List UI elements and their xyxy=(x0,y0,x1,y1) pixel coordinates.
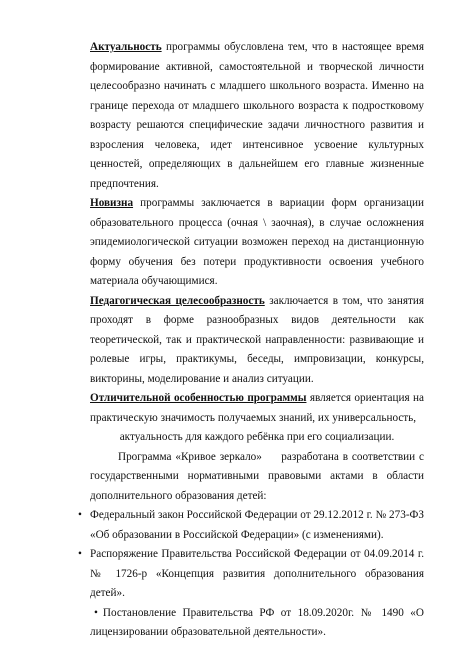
paragraph-program xyxy=(90,448,427,507)
paragraph-pedagogical xyxy=(90,292,424,390)
bullet-icon: • xyxy=(94,606,98,619)
list-item xyxy=(78,506,424,545)
paragraph-distinctive-line2-text: актуальность для каждого ребёнка при его социализации. xyxy=(119,431,395,443)
term-novelty: Новизна xyxy=(90,197,134,209)
document-body xyxy=(78,38,427,643)
term-distinctive: Отличительной особенностью программы xyxy=(90,392,307,404)
bullet-icon: • xyxy=(78,509,82,521)
paragraph-pedagogical-text: заключается в том, что занятия проходят в форме разнообразных видов деятельности как теоретической, так и практической направленности: развивающие и ролевые игры, практикумы, беседы, импровизации, конкурсы, викторины, моделирование и анализ ситуации. xyxy=(90,294,424,385)
paragraph-distinctive-text: является ориентация на практическую значимость получаемых знаний, их универсальность, xyxy=(90,392,424,424)
bullet-icon: • xyxy=(78,548,82,560)
list-item xyxy=(90,604,424,643)
term-pedagogical: Педагогическая целесообразность xyxy=(90,294,265,307)
paragraph-novelty xyxy=(90,194,424,292)
list-item-text: Постановление Правительства РФ от 18.09.2020г. № 1490 «О лицензировании образовательной деятельности». xyxy=(90,606,424,638)
paragraph-distinctive-line2 xyxy=(90,428,424,448)
paragraph-distinctive xyxy=(90,389,424,428)
term-relevance: Актуальность xyxy=(90,41,162,53)
paragraph-novelty-text: программы заключается в вариации форм организации образовательного процесса (очная \ заочная), в случае осложнения эпидемиологической ситуации возможен переход на дистанционную форму обучения без потери продуктивности освоения учебного материала обучающимися. xyxy=(90,197,424,287)
list-item xyxy=(78,545,424,604)
paragraph-relevance xyxy=(90,38,424,194)
list-item-text: Распоряжение Правительства Российской Федерации от 04.09.2014 г. № 1726-р «Концепция развития дополнительного образования детей». xyxy=(90,548,424,599)
paragraph-program-text: Программа «Кривое зеркало» разработана в соответствии с государственными нормативными правовыми актами в области дополнительного образования детей: xyxy=(90,450,427,502)
list-item-text: Федеральный закон Российской Федерации от 29.12.2012 г. № 273-ФЗ «Об образовании в Российской Федерации» (с изменениями). xyxy=(90,509,424,541)
paragraph-relevance-text: программы обусловлена тем, что в настоящее время формирование активной, самостоятельной и творческой личности целесообразно начинать с младшего школьного возраста. Именно на границе перехода от младшего школьного возраста к подростковому возрасту решаются специфические задачи личностного развития и взросления человека, идет интенсивное усвоение культурных ценностей, определяющих в дальнейшем его главные жизненные предпочтения. xyxy=(90,41,424,190)
